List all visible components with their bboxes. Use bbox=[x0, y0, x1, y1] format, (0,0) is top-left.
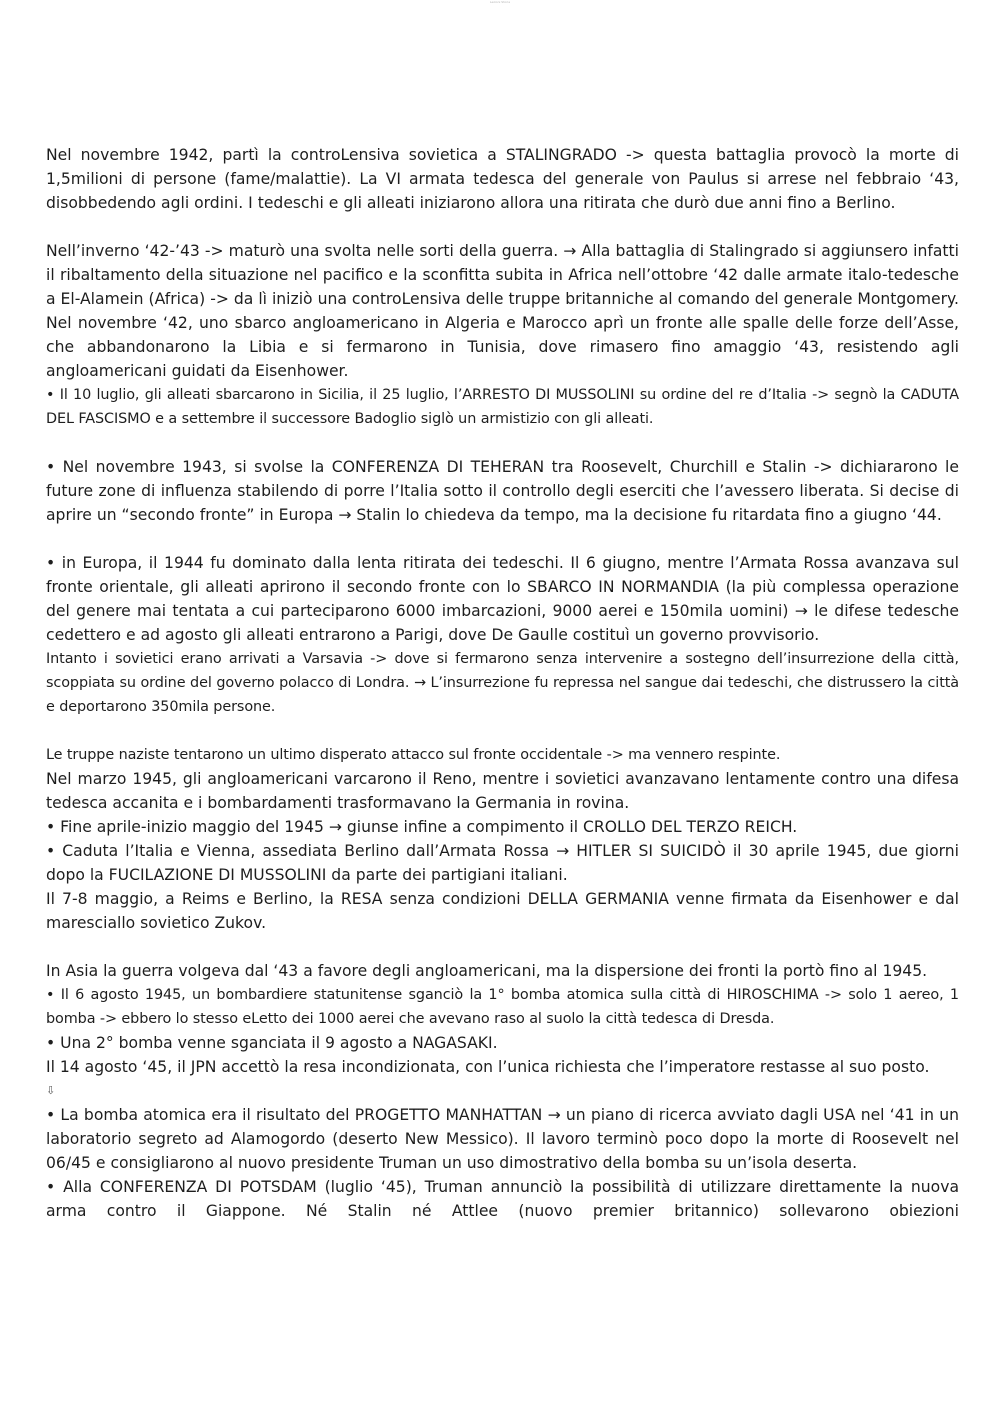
paragraph-asia: In Asia la guerra volgeva dal ‘43 a favore degli angloamericani, ma la dispersione dei fronti la portò fino al 1945. bbox=[46, 962, 928, 980]
paragraph-stalingrado: Nel novembre 1942, partì la controLensiva sovietica a STALINGRADO -> questa battaglia provocò la morte di 1,5milioni di persone (fame/malattie). La VI armata tedesca del generale von Paulus si arrese nel febbraio ‘43, disobbedendo agli ordini. I tedeschi e gli alleati iniziarono allora una ritirata che durò due anni fino a Berlino. bbox=[46, 146, 959, 212]
paragraph-crollo-reich: • Fine aprile-inizio maggio del 1945 → giunse infine a compimento il CROLLO DEL TERZO REICH. bbox=[46, 818, 798, 836]
down-arrow-icon: ⇩ bbox=[46, 1084, 56, 1097]
paragraph-hitler: • Caduta l’Italia e Vienna, assediata Berlino dall’Armata Rossa → HITLER SI SUICIDÒ il 30 aprile 1945, due giorni dopo la FUCILAZIONE DI MUSSOLINI da parte dei partigiani italiani. bbox=[46, 842, 959, 884]
spacer bbox=[46, 527, 959, 551]
spacer bbox=[46, 935, 959, 959]
paragraph-svolta: Nell’inverno ‘42-’43 -> maturò una svolta nelle sorti della guerra. → Alla battaglia di Stalingrado si aggiunsero infatti il ribaltamento della situazione nel pacifico e la sconfitta subita in Africa nell’ottobre ‘42 dalle armate italo-tedesche a El-Alamein (Africa) -> da lì iniziò una controLensiva delle truppe britanniche al comando del generale Montgomery. Nel novembre ‘42, uno sbarco angloamericano in Algeria e Marocco aprì un fronte alle spalle delle forze dell’Asse, che abbandonarono la Libia e si fermarono in Tunisia, dove rimasero fino amaggio ‘43, resistendo agli angloamericani guidati da Eisenhower. bbox=[46, 242, 959, 380]
paragraph-varsavia: Intanto i sovietici erano arrivati a Varsavia -> dove si fermarono senza intervenire a sostegno dell’insurrezione della città, scoppiata su ordine del governo polacco di Londra. → L’insurrezione fu repressa nel sangue dai tedeschi, che distrussero la città e deportarono 350mila persone. bbox=[46, 651, 959, 715]
paragraph-normandia: • in Europa, il 1944 fu dominato dalla lenta ritirata dei tedeschi. Il 6 giugno, mentre l’Armata Rossa avanzava sul fronte orientale, gli alleati aprirono il secondo fronte con lo SBARCO IN NORMANDIA (la più complessa operazione del genere mai tentata a cui parteciparono 6000 imbarcazioni, 9000 aerei e 150mila uomini) → le difese tedesche cedettero e ad agosto gli alleati entrarono a Parigi, dove De Gaulle costituì un governo provvisorio. bbox=[46, 554, 959, 644]
paragraph-resa-germania: Il 7-8 maggio, a Reims e Berlino, la RESA senza condizioni DELLA GERMANIA venne firmata da Eisenhower e dal maresciallo sovietico Zukov. bbox=[46, 890, 959, 932]
paragraph-manhattan: • La bomba atomica era il risultato del PROGETTO MANHATTAN → un piano di ricerca avviato dagli USA nel ‘41 in un laboratorio segreto ad Alamogordo (deserto New Messico). Il lavoro terminò poco dopo la morte di Roosevelt nel 06/45 e consigliarono al nuovo presidente Truman un uso dimostrativo della bomba su un’isola deserta. bbox=[46, 1106, 959, 1172]
spacer bbox=[46, 719, 959, 743]
paragraph-reno: Nel marzo 1945, gli angloamericani varcarono il Reno, mentre i sovietici avanzavano lentamente contro una difesa tedesca accanita e i bombardamenti trasformavano la Germania in rovina. bbox=[46, 770, 959, 812]
paragraph-nagasaki: • Una 2° bomba venne sganciata il 9 agosto a NAGASAKI. bbox=[46, 1034, 498, 1052]
document-body bbox=[46, 143, 959, 1223]
header-mark: Lezioni Storia bbox=[489, 0, 511, 4]
spacer bbox=[46, 215, 959, 239]
paragraph-ultimo-attacco: Le truppe naziste tentarono un ultimo disperato attacco sul fronte occidentale -> ma vennero respinte. bbox=[46, 747, 781, 763]
paragraph-sicilia: • Il 10 luglio, gli alleati sbarcarono in Sicilia, il 25 luglio, l’ARRESTO DI MUSSOLINI su ordine del re d’Italia -> segnò la CADUTA DEL FASCISMO e a settembre il successore Badoglio siglò un armistizio con gli alleati. bbox=[46, 387, 959, 427]
spacer bbox=[46, 431, 959, 455]
paragraph-potsdam: • Alla CONFERENZA DI POTSDAM (luglio ‘45), Truman annunciò la possibilità di utilizzare direttamente la nuova arma contro il Giappone. Né Stalin né Attlee (nuovo premier britannico) sollevarono obiezioni bbox=[46, 1178, 959, 1220]
paragraph-hiroschima: • Il 6 agosto 1945, un bombardiere statunitense sganciò la 1° bomba atomica sulla città di HIROSCHIMA -> solo 1 aereo, 1 bomba -> ebbero lo stesso eLetto dei 1000 aerei che avevano raso al suolo la città tedesca di Dresda. bbox=[46, 987, 959, 1027]
paragraph-resa-giappone: Il 14 agosto ‘45, il JPN accettò la resa incondizionata, con l’unica richiesta che l’imperatore restasse al suo posto. bbox=[46, 1058, 930, 1076]
paragraph-teheran: • Nel novembre 1943, si svolse la CONFERENZA DI TEHERAN tra Roosevelt, Churchill e Stalin -> dichiararono le future zone di influenza stabilendo di porre l’Italia sotto il controllo degli eserciti che l’avessero liberata. Si decise di aprire un “secondo fronte” in Europa → Stalin lo chiedeva da tempo, ma la decisione fu ritardata fino a giugno ‘44. bbox=[46, 458, 959, 524]
